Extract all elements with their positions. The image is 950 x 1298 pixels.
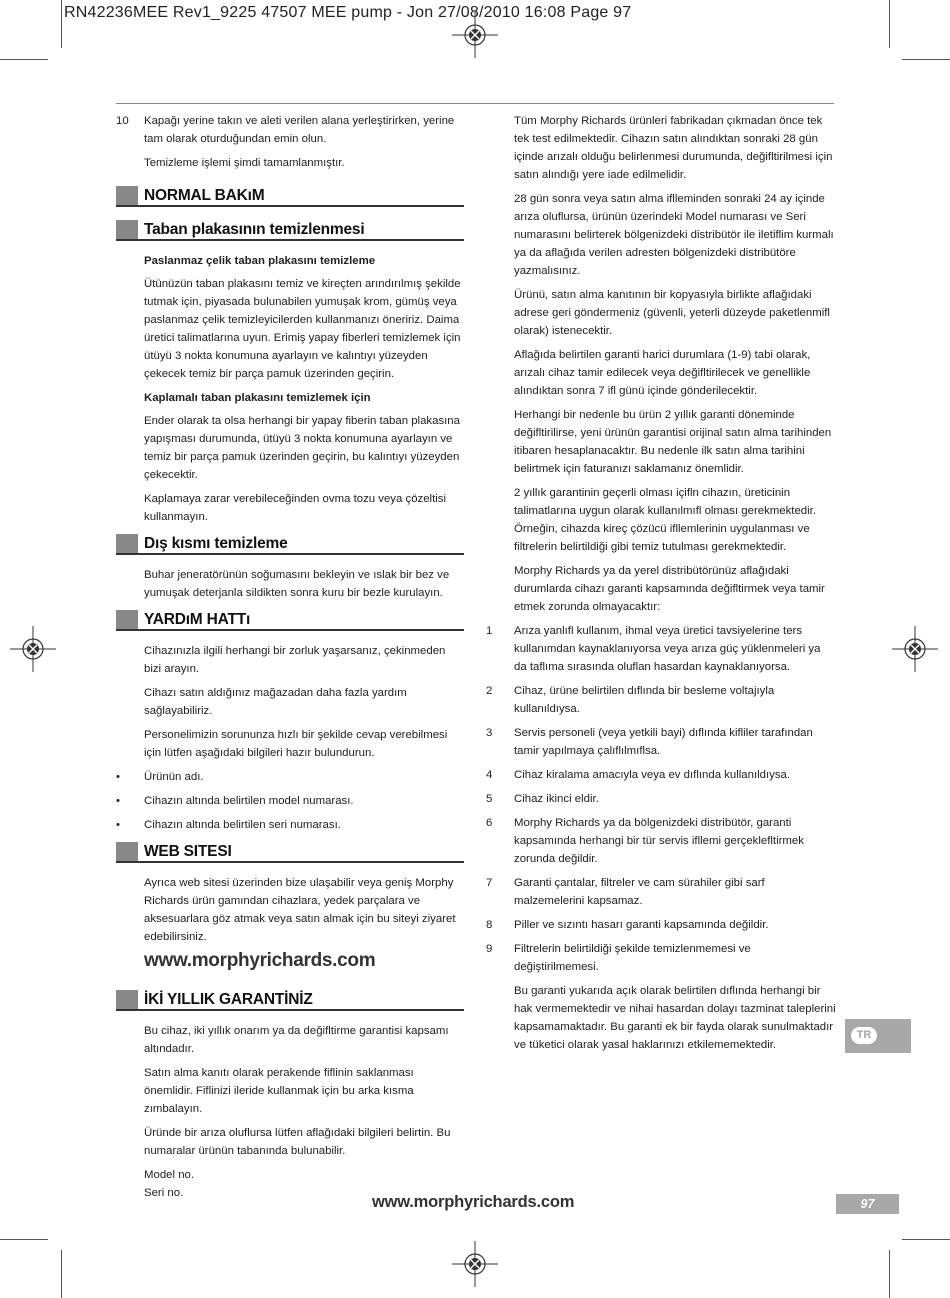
heading-text: NORMAL BAKıM bbox=[144, 187, 265, 204]
crop-mark bbox=[902, 1239, 950, 1240]
heading-text: YARDıM HATTı bbox=[144, 611, 251, 628]
language-tab bbox=[845, 1019, 911, 1053]
heading-text: İKİ YILLIK GARANTİNİZ bbox=[144, 991, 313, 1008]
item-number: 3 bbox=[486, 727, 493, 739]
list-item bbox=[486, 724, 836, 760]
list-item bbox=[486, 874, 836, 910]
heading-block bbox=[116, 610, 138, 629]
paragraph: Cihazınızla ilgili herhangi bir zorluk yaşarsanız, çekinmeden bizi arayın. bbox=[144, 645, 446, 675]
item-number: 10 bbox=[116, 115, 129, 127]
bullet-icon: • bbox=[116, 771, 120, 783]
item-text: Piller ve sızıntı hasarı garanti kapsamında değildir. bbox=[514, 919, 769, 931]
heading-text: Taban plakasının temizlenmesi bbox=[144, 221, 365, 238]
item-text: Cihaz kiralama amacıyla veya ev dıflında kullanıldıysa. bbox=[514, 769, 791, 781]
item-text: Kapağı yerine takın ve aleti verilen alana yerleştirirken, yerine tam olarak oturduğundan emin olun. bbox=[144, 115, 455, 145]
item-number: 4 bbox=[486, 769, 493, 781]
list-item bbox=[486, 940, 836, 976]
item-text: Filtrelerin belirtildiği şekilde temizlenmemesi ve değiştirilmemesi. bbox=[514, 943, 751, 973]
crop-mark bbox=[61, 0, 62, 48]
item-text: Morphy Richards ya da bölgenizdeki distribütör, garanti kapsamında herhangi bir tür servis ifllemi gerçeklefltirmek zorunda değildir. bbox=[514, 817, 804, 865]
item-text: Cihazın altında belirtilen seri numarası. bbox=[144, 819, 341, 831]
paragraph: Satın alma kanıtı olarak perakende fiflinin saklanması önemlidir. Fiflinizi ileride kullanmak için bu arka kısma zımbalayın. bbox=[144, 1067, 414, 1115]
list-item bbox=[486, 814, 836, 868]
paragraph: Buhar jeneratörünün soğumasını bekleyin ve ıslak bir bez ve yumuşak deterjanla sildikten sonra kuru bir bezle kurulayın. bbox=[144, 569, 450, 599]
paragraph: Bu cihaz, iki yıllık onarım ya da değifltirme garantisi kapsamı altındadır. bbox=[144, 1025, 449, 1055]
page-number-tab bbox=[836, 1194, 899, 1214]
paragraph: 2 yıllık garantinin geçerli olması içifln cihazın, üreticinin talimatlarına uygun olarak kullanılmıfl olması gerekmektedir. Örneğin, cihazda kireç çözücü ifllemlerinin uygulanması ve filtrelerin belirtildiği gibi temiz tutulması gerekmektedir. bbox=[514, 487, 816, 553]
paragraph: Morphy Richards ya da yerel distribütörünüz aflağıdaki durumlarda cihazı garanti kapsamında değifltirmek veya tamir etmek zorunda olmayacaktır: bbox=[514, 565, 825, 613]
website-logo: www.morphyrichards.com bbox=[144, 950, 376, 971]
heading-block bbox=[116, 186, 138, 205]
paragraph: Ütünüzün taban plakasını temiz ve kireçten arındırılmış şekilde tutmak için, piyasada bulunabilen yumuşak krom, gümüş veya paslanmaz çelik temizleyicilerden kullanmanızı öneririz. Daima üretici talimatlarına uyun. Erimiş yapay fiberleri temizlemek için ütüyü 3 nokta konumuna ayarlayın ve kalıntıyı yüzeyden çekecek temiz bir parça pamuk üzerinden geçirin. bbox=[144, 278, 461, 380]
item-text: Cihaz ikinci eldir. bbox=[514, 793, 599, 805]
registration-mark-icon bbox=[892, 626, 938, 672]
crop-mark bbox=[902, 59, 950, 60]
heading-block bbox=[116, 534, 138, 553]
section-heading bbox=[116, 840, 464, 863]
paragraph: Ayrıca web sitesi üzerinden bize ulaşabilir veya geniş Morphy Richards ürün gamından cihazlara, yedek parçalara ve aksesuarlara göz atmak veya satın almak için bu siteyi ziyaret edebilirsiniz. bbox=[144, 877, 456, 943]
model-label: Model no. bbox=[144, 1169, 195, 1181]
crop-mark bbox=[889, 0, 890, 48]
page-number: 97 bbox=[860, 1197, 875, 1211]
paragraph: Cihazı satın aldığınız mağazadan daha fazla yardım sağlayabiliriz. bbox=[144, 687, 407, 717]
paragraph: Ürünü, satın alma kanıtının bir kopyasıyla birlikte aflağıdaki adrese geri göndermeniz (güvenli, yeterli düzeyde paketlenmifl olarak) istenecektir. bbox=[514, 289, 830, 337]
subheading: Paslanmaz çelik taban plakasını temizleme bbox=[144, 255, 376, 267]
registration-mark-icon bbox=[452, 1241, 498, 1287]
list-item bbox=[486, 682, 836, 718]
heading-block bbox=[116, 990, 138, 1009]
paragraph: Herhangi bir nedenle bu ürün 2 yıllık garanti döneminde değifltirilirse, yeni ürünün garantisi orijinal satın alma tarihinden itibaren hesaplanacaktır. Bu nedenle ilk satın alma tarihini belirtmek için faturanızı saklamanız önemlidir. bbox=[514, 409, 832, 475]
registration-mark-icon bbox=[10, 626, 56, 672]
bullet-icon: • bbox=[116, 819, 120, 831]
language-badge: TR bbox=[851, 1027, 877, 1044]
footer-logo: www.morphyrichards.com bbox=[372, 1193, 575, 1211]
list-item bbox=[116, 792, 464, 810]
item-number: 6 bbox=[486, 817, 493, 829]
item-text: Cihaz, ürüne belirtilen dıflında bir besleme voltajıyla kullanıldıysa. bbox=[514, 685, 775, 715]
item-text: Arıza yanlıfl kullanım, ihmal veya üretici tavsiyelerine ters kullanımdan kaynaklanıyorsa veya arıza güç yüklenmeleri ya da taflıma sırasında oluflan hasardan kaynaklanıyorsa. bbox=[514, 625, 821, 673]
paragraph: Aflağıda belirtilen garanti harici durumlara (1-9) tabi olarak, arızalı cihaz tamir edilecek veya değifltirilecek ve genellikle alındıktan sonra 7 ifl günü içinde gönderilecektir. bbox=[514, 349, 811, 397]
print-slug: RN42236MEE Rev1_9225 47507 MEE pump - Jon 27/08/2010 16:08 Page 97 bbox=[64, 4, 632, 21]
paragraph: Personelimizin sorununza hızlı bir şekilde cevap verebilmesi için lütfen aşağıdaki bilgileri hazır bulundurun. bbox=[144, 729, 448, 759]
item-text: Ürünün adı. bbox=[144, 771, 204, 783]
paragraph: 28 gün sonra veya satın alma ifllеminden sonraki 24 ay içinde arıza oluflursa, ürünün üzerindeki Model numarası ve Seri numarasını belirterek bölgenizdeki distribütör ile iletiflim kurmalı ya da aflağıda verilen adresten bölgenizdeki distribütöre yazmalısınız. bbox=[514, 193, 834, 277]
crop-mark bbox=[0, 1239, 48, 1240]
item-number: 9 bbox=[486, 943, 493, 955]
right-column bbox=[486, 112, 836, 1060]
crop-mark bbox=[0, 59, 48, 60]
left-column bbox=[116, 112, 464, 1208]
item-number: 2 bbox=[486, 685, 493, 697]
paragraph: Ender olarak ta olsa herhangi bir yapay fiberin taban plakasına yapışması durumunda, ütüyü 3 nokta konumuna ayarlayın ve temiz bir parça pamuk üzerinden geçirin, bu kalıntıyı yüzeyden çekecektir. bbox=[144, 415, 460, 481]
item-text: Cihazın altında belirtilen model numarası. bbox=[144, 795, 354, 807]
section-heading bbox=[116, 988, 464, 1011]
heading-block bbox=[116, 220, 138, 239]
item-text: Servis personeli (veya yetkili bayi) dıflında kifliler tarafından tamir yapılmaya çalıflılmıflsa. bbox=[514, 727, 813, 757]
item-number: 1 bbox=[486, 625, 493, 637]
list-item bbox=[486, 916, 836, 934]
heading-block bbox=[116, 842, 138, 861]
registration-mark-icon bbox=[452, 12, 498, 58]
item-number: 8 bbox=[486, 919, 493, 931]
paragraph: Bu garanti yukarıda açık olarak belirtilen dıflında herhangi bir hak vermemektedir ve nihai hasardan dolayı tazminat taleplerini kapsamamaktadır. Bu garanti ek bir fayda olarak sunulmaktadır ve tüketici olarak yasal haklarınızı etkilememektedir. bbox=[514, 985, 836, 1051]
section-heading bbox=[116, 218, 464, 241]
list-item bbox=[486, 790, 836, 808]
item-text: Garanti çantalar, filtreler ve cam sürahiler gibi sarf malzemelerini kapsamaz. bbox=[514, 877, 765, 907]
paragraph: Tüm Morphy Richards ürünleri fabrikadan çıkmadan önce tek tek test edilmektedir. Cihazın satın alındıktan sonraki 28 gün içinde arızalı olduğu belirlenmesi durumunda, değifltirilmesi için satın alındığı yere iade edilmelidir. bbox=[514, 115, 833, 181]
list-item bbox=[116, 816, 464, 834]
list-item bbox=[486, 766, 836, 784]
heading-text: WEB SITESI bbox=[144, 843, 232, 860]
section-heading bbox=[116, 608, 464, 631]
crop-mark bbox=[889, 1250, 890, 1298]
paragraph: Kaplamaya zarar verebileceğinden ovma tozu veya çözeltisi kullanmayın. bbox=[144, 493, 447, 523]
list-item bbox=[116, 768, 464, 786]
paragraph: Temizleme işlemi şimdi tamamlanmıştır. bbox=[144, 157, 345, 169]
subheading: Kaplamalı taban plakasını temizlemek için bbox=[144, 392, 371, 404]
paragraph: Üründe bir arıza oluflursa lütfen aflağıdaki bilgileri belirtin. Bu numaralar ürünün tabanında bulunabilir. bbox=[144, 1127, 451, 1157]
section-heading bbox=[116, 184, 464, 207]
section-heading bbox=[116, 532, 464, 555]
crop-mark bbox=[61, 1250, 62, 1298]
top-rule bbox=[116, 103, 834, 104]
serial-label: Seri no. bbox=[144, 1187, 184, 1199]
bullet-icon: • bbox=[116, 795, 120, 807]
item-number: 5 bbox=[486, 793, 493, 805]
heading-text: Dış kısmı temizleme bbox=[144, 535, 288, 552]
list-item bbox=[116, 112, 464, 148]
list-item bbox=[486, 622, 836, 676]
item-number: 7 bbox=[486, 877, 493, 889]
